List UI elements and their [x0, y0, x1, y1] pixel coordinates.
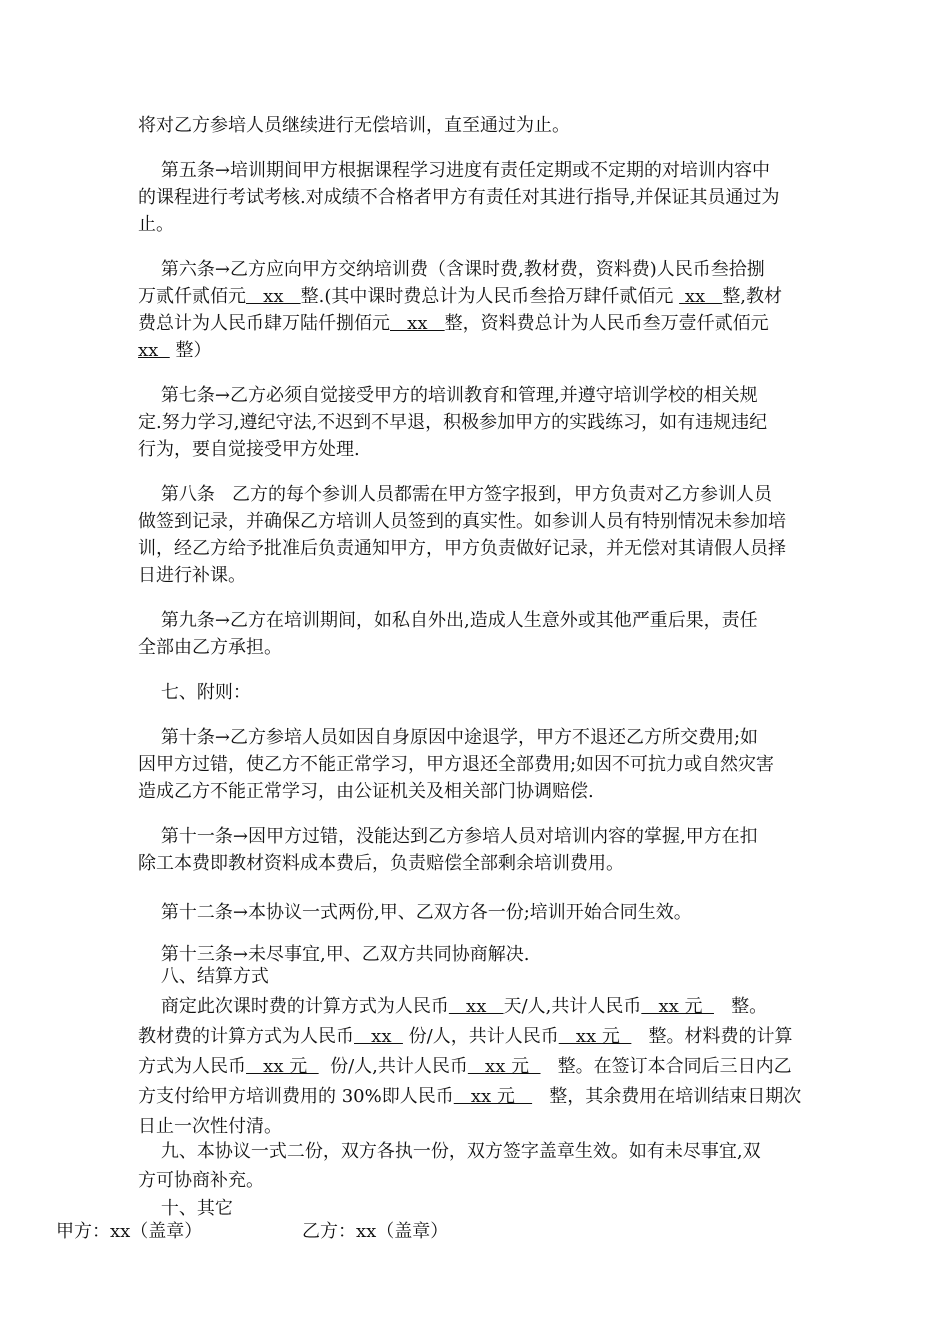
fill-blank: xx	[246, 286, 301, 307]
text-line: 方可协商补充。	[138, 1170, 264, 1191]
text-line: 方支付给甲方培训费用的 30%即人民币 xx 元 整，其余费用在培训结束日期次	[138, 1086, 802, 1107]
article-6	[138, 256, 838, 364]
fill-blank: xx	[390, 313, 445, 334]
section-7-heading	[138, 679, 838, 706]
text-line: 除工本费即教材资料成本费后，负责赔偿全部剩余培训费用。	[138, 853, 624, 874]
text-line: 第五条→培训期间甲方根据课程学习进度有责任定期或不定期的对培训内容中	[138, 160, 770, 181]
text-line: 第十一条→因甲方过错，没能达到乙方参培人员对培训内容的掌握,甲方在扣	[138, 826, 758, 847]
settlement-paragraph	[138, 992, 838, 1142]
text-line: 的课程进行考试考核.对成绩不合格者甲方有责任对其进行指导,并保证其员通过为	[138, 187, 780, 208]
text-line: 全部由乙方承担。	[138, 637, 282, 658]
text-line: 因甲方过错，使乙方不能正常学习，甲方退还全部费用;如因不可抗力或自然灾害	[138, 754, 775, 775]
article-13	[138, 944, 838, 988]
article-9	[138, 607, 838, 661]
text-line: 第九条→乙方在培训期间，如私自外出,造成人生意外或其他严重后果，责任	[138, 610, 758, 631]
text-line: 万贰仟贰佰元 xx 整.(其中课时费总计为人民币叁拾万肆仟贰佰元 xx 整,教材	[138, 286, 783, 307]
text-line: 行为，要自觉接受甲方处理.	[138, 439, 360, 460]
fill-blank: xx 元	[641, 996, 714, 1017]
section-8-heading: 八、结算方式	[138, 966, 269, 987]
fill-blank: xx	[354, 1026, 403, 1047]
text-line: 定.努力学习,遵纪守法,不迟到不早退，积极参加甲方的实践练习，如有违规违纪	[138, 412, 768, 433]
text-line: 第六条→乙方应向甲方交纳培训费（含课时费,教材费，资料费)人民币叁拾捌	[138, 259, 765, 280]
text-line: 做签到记录，并确保乙方培训人员签到的真实性。如参训人员有特别情况未参加培	[138, 511, 786, 532]
text-line: 止。	[138, 214, 174, 235]
text-line: 日止一次性付清。	[138, 1116, 282, 1137]
fill-blank: xx 元	[558, 1026, 632, 1047]
text-line: 第八条 乙方的每个参训人员都需在甲方签字报到，甲方负责对乙方参训人员	[138, 484, 773, 505]
text-line: 第十三条→未尽事宜,甲、乙双方共同协商解决.	[138, 944, 530, 965]
text-line: 第十条→乙方参培人员如因自身原因中途退学，甲方不退还乙方所交费用;如	[138, 727, 759, 748]
fill-blank: xx 元	[453, 1086, 533, 1107]
article-8	[138, 481, 838, 589]
party-b-signature: 乙方：xx（盖章）	[302, 1221, 449, 1242]
fill-blank: xx	[138, 340, 170, 361]
text-line: 商定此次课时费的计算方式为人民币 xx 天/人,共计人民币 xx 元 整。	[138, 996, 768, 1017]
intro-paragraph	[138, 112, 838, 139]
fill-blank: xx 元	[246, 1056, 319, 1077]
fill-blank: xx	[448, 996, 504, 1017]
text-line: 费总计为人民币肆万陆仟捌佰元 xx 整，资料费总计为人民币叁万壹仟贰佰元	[138, 313, 769, 334]
text-line: 九、本协议一式二份，双方各执一份，双方签字盖章生效。如有未尽事宜,双	[138, 1141, 761, 1162]
text-line: 教材费的计算方式为人民币 xx 份/人，共计人民币 xx 元 整。材料费的计算	[138, 1026, 793, 1047]
text-line: 第十二条→本协议一式两份,甲、乙双方各一份;培训开始合同生效。	[138, 902, 692, 923]
article-10	[138, 724, 838, 805]
text-line: 七、附则：	[138, 682, 251, 703]
article-12	[138, 899, 838, 926]
article-11	[138, 823, 838, 877]
text-line: 第七条→乙方必须自觉接受甲方的培训教育和管理,并遵守培训学校的相关规	[138, 385, 758, 406]
text-line: xx 整）	[138, 340, 212, 361]
text-line: 将对乙方参培人员继续进行无偿培训，直至通过为止。	[138, 115, 570, 136]
party-a-signature: 甲方：xx（盖章）	[56, 1221, 203, 1242]
section-9	[138, 1137, 838, 1222]
text-line: 方式为人民币 xx 元 份/人,共计人民币 xx 元 整。在签订本合同后三日内乙	[138, 1056, 792, 1077]
text-line: 日进行补课。	[138, 565, 246, 586]
article-5	[138, 157, 838, 238]
fill-blank: xx	[679, 286, 723, 307]
section-10-heading: 十、其它	[138, 1198, 233, 1219]
text-line: 造成乙方不能正常学习，由公证机关及相关部门协调赔偿.	[138, 781, 594, 802]
fill-blank: xx 元	[467, 1056, 541, 1077]
text-line: 训，经乙方给予批准后负责通知甲方，甲方负责做好记录，并无偿对其请假人员择	[138, 538, 786, 559]
article-7	[138, 382, 838, 463]
